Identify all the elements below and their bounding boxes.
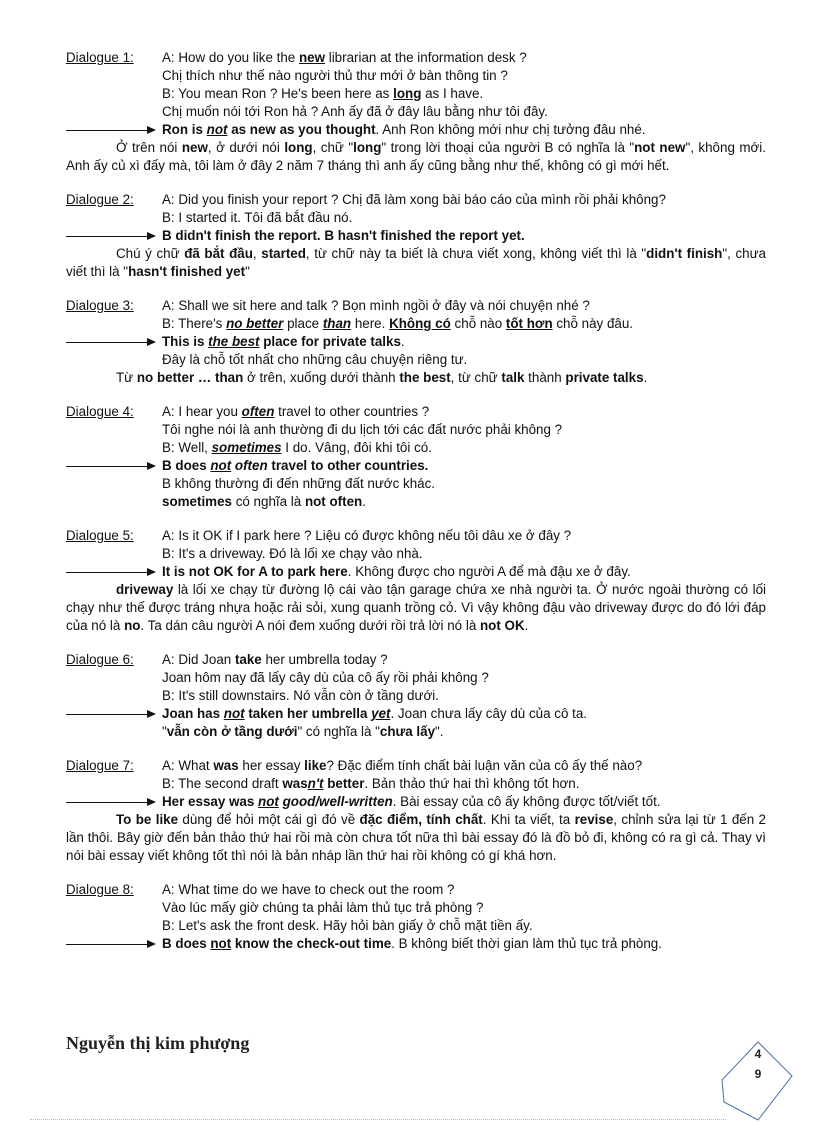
text-run: chỗ này đâu. — [552, 316, 634, 331]
emphasis-run: not OK — [480, 618, 525, 633]
dialogue-block — [66, 527, 766, 635]
indent-spacer — [66, 475, 162, 493]
text-run: , từ chữ — [450, 370, 502, 385]
text-run: A: What time do we have to check out the room ? — [162, 882, 455, 897]
answer-note-text: B không thường đi đến những đất nước khác. — [162, 476, 436, 491]
dialogue-text — [162, 669, 766, 687]
text-run: B: It's a driveway. Đó là lối xe chạy vào nhà. — [162, 546, 423, 561]
text-run: B: There's — [162, 316, 227, 331]
emphasis-run: didn't finish — [646, 246, 723, 261]
emphasis-run: was — [213, 758, 239, 773]
dialogue-text — [162, 49, 766, 67]
text-run: . Joan chưa lấy cây dù của cô ta. — [390, 706, 588, 721]
text-run: Joan hôm nay đã lấy cây dù của cô ấy rồi phải không ? — [162, 670, 489, 685]
answer-line — [66, 457, 766, 475]
emphasis-run: driveway — [116, 582, 174, 597]
dialogue-label-cell — [66, 49, 162, 67]
dialogue-line — [66, 881, 766, 899]
dialogue-line — [66, 775, 766, 793]
emphasis-run: not — [223, 706, 245, 721]
text-run: here. — [351, 316, 390, 331]
dialogue-label-cell — [66, 403, 162, 421]
dialogue-line — [66, 191, 766, 209]
text-run: ở trên, xuống dưới thành — [243, 370, 400, 385]
emphasis-run: new — [298, 50, 326, 65]
dialogue-line — [66, 899, 766, 917]
text-run: ", chưa viết thì là " — [66, 246, 767, 279]
text-run: travel to other countries ? — [274, 404, 430, 419]
document-body — [66, 49, 766, 969]
dialogue-line — [66, 421, 766, 439]
text-run: " trong lời thoại của người B có nghĩa là " — [381, 140, 635, 155]
text-run: Từ — [116, 370, 137, 385]
emphasis-run: like — [304, 758, 327, 773]
text-run: , chỉnh sửa lại từ 1 đến 2 lần thôi. Bây giờ đến bản thảo thứ hai rồi mà còn chưa tốt nữa thì bài essay đó là đồ bỏ đi, không có ra gì cả. Thay vì nói bài essay viết không tốt thì nói là bản nháp lần thứ hai rồi không có gí khá hơn. — [66, 812, 767, 863]
emphasis-run: travel to other countries. — [267, 458, 429, 473]
dialogue-text — [162, 687, 766, 705]
text-run: chỗ nào — [450, 316, 506, 331]
explanation-paragraph — [66, 139, 766, 175]
dialogue-label-cell — [66, 775, 162, 793]
emphasis-run: Không có — [389, 316, 451, 331]
emphasis-run: It is not OK for A to park here — [162, 564, 348, 579]
text-run: I do. Vâng, đôi khi tôi có. — [281, 440, 432, 455]
dialogue-label: Dialogue 7: — [66, 758, 134, 773]
emphasis-run: not — [210, 936, 232, 951]
answer-note-line — [66, 723, 766, 741]
dialogue-text — [162, 899, 766, 917]
dialogue-line — [66, 687, 766, 705]
emphasis-run: started — [261, 246, 306, 261]
emphasis-run: place for private talks — [259, 334, 401, 349]
text-run: . Anh Ron không mới như chị tưởng đâu nhé. — [375, 122, 646, 137]
explanation-paragraph — [66, 581, 766, 635]
page-number-badge — [718, 1040, 798, 1122]
dialogue-label: Dialogue 2: — [66, 192, 134, 207]
dialogue-text — [162, 421, 766, 439]
emphasis-run: sometimes — [162, 494, 232, 509]
dialogue-label-cell — [66, 881, 162, 899]
text-run: A: Shall we sit here and talk ? Bọn mình ngồi ở đây và nói chuyện nhé ? — [162, 298, 590, 313]
text-run: . Bản thảo thứ hai thì không tốt hơn. — [364, 776, 580, 791]
text-run: , — [252, 246, 262, 261]
answer-text — [162, 121, 766, 139]
answer-note-text — [162, 723, 766, 741]
text-run: là lối xe chạy từ đường lộ cái vào tận garage chứa xe nhà người ta. Ở nước ngoài thường có lối chạy như thế được tráng nhựa hoặc rải sỏi, xung quanh trồng cỏ. Vì vậy không đậu vào driveway được do đó lới đáp của nó là — [66, 582, 766, 633]
emphasis-run: the best — [399, 370, 451, 385]
dialogue-text — [162, 209, 766, 227]
emphasis-run: đã bắt đầu — [184, 246, 253, 261]
emphasis-run: the best — [208, 334, 260, 349]
emphasis-run: vẫn còn ở tầng dưới — [166, 724, 298, 739]
indent-spacer — [66, 351, 162, 369]
emphasis-run: not new — [634, 140, 686, 155]
dialogue-label-cell — [66, 651, 162, 669]
text-run: , từ chữ này ta biết là chưa viết xong, không viết thì là " — [305, 246, 647, 261]
text-run: , ở dưới nói — [207, 140, 285, 155]
answer-text — [162, 333, 766, 351]
arrow-right-icon — [66, 563, 162, 581]
text-run: . Bài essay của cô ấy không được tốt/viết tốt. — [392, 794, 661, 809]
text-run: A: How do you like the — [162, 50, 299, 65]
dialogue-label-cell — [66, 757, 162, 775]
dialogue-block — [66, 191, 766, 281]
dialogue-block — [66, 403, 766, 511]
emphasis-run: hasn't finished yet — [128, 264, 246, 279]
arrow-right-icon — [66, 333, 162, 351]
dialogue-label: Dialogue 3: — [66, 298, 134, 313]
text-run: place — [283, 316, 323, 331]
explanation-paragraph — [66, 369, 766, 387]
answer-note-line — [66, 493, 766, 511]
dialogue-text — [162, 881, 766, 899]
emphasis-run: đặc điểm, tính chất — [359, 812, 483, 827]
text-run: thành — [524, 370, 566, 385]
text-run: ", không mới. Anh ấy củ xì đấy mà, tôi làm ở đây 2 năm 7 tháng thì anh ấy cũng bằng như thế, không có gì mới hết. — [66, 140, 767, 173]
dialogue-line — [66, 49, 766, 67]
dialogue-text — [162, 403, 766, 421]
dialogue-label-cell — [66, 85, 162, 103]
dialogue-block — [66, 757, 766, 865]
text-run: her umbrella today ? — [261, 652, 388, 667]
emphasis-run: talk — [501, 370, 525, 385]
text-run: " — [162, 724, 167, 739]
emphasis-run: not — [206, 122, 228, 137]
answer-line — [66, 563, 766, 581]
emphasis-run: was — [282, 776, 308, 791]
answer-note-line — [66, 351, 766, 369]
answer-line — [66, 705, 766, 723]
dialogue-line — [66, 527, 766, 545]
indent-spacer — [66, 493, 162, 511]
text-run: Vào lúc mấy giờ chúng ta phải làm thủ tục trả phòng ? — [162, 900, 484, 915]
text-run: " có nghĩa là " — [297, 724, 380, 739]
answer-note-text: Đây là chỗ tốt nhất cho những câu chuyện riêng tư. — [162, 352, 468, 367]
text-run: B: I started it. Tôi đã bắt đầu nó. — [162, 210, 353, 225]
dialogue-label-cell — [66, 687, 162, 705]
dialogue-text — [162, 191, 766, 209]
emphasis-run: B does — [162, 458, 211, 473]
dialogue-text — [162, 439, 766, 457]
dialogue-text — [162, 545, 766, 563]
emphasis-run: better — [327, 776, 365, 791]
dialogue-line — [66, 917, 766, 935]
emphasis-run: good/well-written — [282, 794, 393, 809]
answer-note-text — [162, 493, 766, 511]
dialogue-text — [162, 297, 766, 315]
text-run: A: Did Joan — [162, 652, 235, 667]
text-run: Chú ý chữ — [116, 246, 185, 261]
text-run: . Không được cho người A để mà đậu xe ở đây. — [347, 564, 631, 579]
dialogue-label-cell — [66, 917, 162, 935]
explanation-paragraph — [66, 245, 766, 281]
dialogue-label: Dialogue 1: — [66, 50, 134, 65]
dialogue-text — [162, 527, 766, 545]
emphasis-run: chưa lấy — [379, 724, 436, 739]
emphasis-run: private talks — [565, 370, 644, 385]
dialogue-label-cell — [66, 899, 162, 917]
text-run: librarian at the information desk ? — [325, 50, 527, 65]
text-run: Chị muốn nói tới Ron hả ? Anh ấy đã ở đây lâu bằng như tôi đây. — [162, 104, 548, 119]
emphasis-run: Her essay was — [162, 794, 259, 809]
dialogue-line — [66, 403, 766, 421]
text-run: ? Đặc điểm tính chất bài luận văn của cô ấy thế nào? — [326, 758, 643, 773]
emphasis-run: To be like — [116, 812, 179, 827]
arrow-right-icon — [66, 227, 162, 245]
emphasis-run: tốt hơn — [505, 316, 553, 331]
text-run: B: You mean Ron ? He's been here as — [162, 86, 394, 101]
text-run: A: I hear you — [162, 404, 242, 419]
answer-text — [162, 705, 766, 723]
text-run: dùng để hỏi một cái gì đó về — [178, 812, 360, 827]
emphasis-run: often — [241, 404, 275, 419]
dialogue-text — [162, 67, 766, 85]
page-number-bottom: 9 — [754, 1067, 762, 1081]
text-run: her essay — [238, 758, 305, 773]
answer-text — [162, 563, 766, 581]
dialogue-label-cell — [66, 421, 162, 439]
dialogue-line — [66, 103, 766, 121]
dialogue-label-cell — [66, 209, 162, 227]
emphasis-run: no — [124, 618, 141, 633]
dialogue-line — [66, 651, 766, 669]
emphasis-run: not often — [304, 494, 363, 509]
text-run: . B không biết thời gian làm thủ tục trả phòng. — [391, 936, 662, 951]
emphasis-run: not — [210, 458, 232, 473]
dialogue-label-cell — [66, 669, 162, 687]
dialogue-line — [66, 209, 766, 227]
dialogue-label: Dialogue 6: — [66, 652, 134, 667]
dialogue-label: Dialogue 8: — [66, 882, 134, 897]
emphasis-run: Ron is — [162, 122, 207, 137]
emphasis-run: This is — [162, 334, 209, 349]
answer-text — [162, 227, 766, 245]
dialogue-line — [66, 85, 766, 103]
arrow-right-icon — [66, 121, 162, 139]
footer-divider — [30, 1119, 726, 1120]
text-run: Chị thích như thế nào người thủ thư mới ở bàn thông tin ? — [162, 68, 508, 83]
dialogue-text — [162, 315, 766, 333]
dialogue-block — [66, 297, 766, 387]
answer-text — [162, 457, 766, 475]
emphasis-run: know the check-out time — [231, 936, 392, 951]
dialogue-line — [66, 669, 766, 687]
page-number-top: 4 — [754, 1047, 762, 1061]
answer-line — [66, 793, 766, 811]
author-signature: Nguyễn thị kim phượng — [66, 1033, 250, 1053]
answer-line — [66, 121, 766, 139]
text-run: , chữ " — [312, 140, 354, 155]
text-run: . Khi ta viết, ta — [482, 812, 575, 827]
text-run: . — [362, 494, 366, 509]
text-run: A: Is it OK if I park here ? Liệu có được không nếu tôi dâu xe ở đây ? — [162, 528, 572, 543]
dialogue-line — [66, 545, 766, 563]
emphasis-run: B didn't finish the report. B hasn't finished the report yet. — [162, 228, 525, 243]
text-run: B: It's still downstairs. Nó vẫn còn ở tầng dưới. — [162, 688, 439, 703]
text-run: ". — [435, 724, 444, 739]
text-run: . — [524, 618, 529, 633]
dialogue-label-cell — [66, 103, 162, 121]
dialogue-label-cell — [66, 315, 162, 333]
text-run: . Ta dán câu người A nói đem xuống dưới rồi trả lời nó là — [140, 618, 480, 633]
dialogue-line — [66, 757, 766, 775]
dialogue-text — [162, 757, 766, 775]
text-run: A: What — [162, 758, 214, 773]
emphasis-run: long — [353, 140, 382, 155]
dialogue-text — [162, 775, 766, 793]
emphasis-run: not — [258, 794, 279, 809]
dialogue-text — [162, 917, 766, 935]
emphasis-run: take — [234, 652, 262, 667]
arrow-right-icon — [66, 705, 162, 723]
emphasis-run: n't — [307, 776, 324, 791]
emphasis-run: often — [231, 458, 268, 473]
emphasis-run: Joan has — [162, 706, 224, 721]
dialogue-text — [162, 103, 766, 121]
text-run: có nghĩa là — [231, 494, 305, 509]
arrow-right-icon — [66, 793, 162, 811]
dialogue-line — [66, 315, 766, 333]
dialogue-text — [162, 651, 766, 669]
emphasis-run: as new as you thought — [227, 122, 376, 137]
emphasis-run: revise — [574, 812, 614, 827]
text-run: A: Did you finish your report ? Chị đã làm xong bài báo cáo của mình rồi phải không? — [162, 192, 666, 207]
emphasis-run: yet — [371, 706, 391, 721]
text-run: as I have. — [421, 86, 484, 101]
dialogue-line — [66, 439, 766, 457]
dialogue-label: Dialogue 4: — [66, 404, 134, 419]
dialogue-block — [66, 49, 766, 175]
dialogue-label-cell — [66, 297, 162, 315]
arrow-right-icon — [66, 457, 162, 475]
dialogue-label: Dialogue 5: — [66, 528, 134, 543]
dialogue-block — [66, 651, 766, 741]
text-run: . — [400, 334, 405, 349]
text-run: . — [643, 370, 648, 385]
explanation-paragraph — [66, 811, 766, 865]
indent-spacer — [66, 723, 162, 741]
dialogue-label-cell — [66, 545, 162, 563]
emphasis-run: no better … than — [136, 370, 244, 385]
answer-text — [162, 935, 766, 953]
answer-note-line — [66, 475, 766, 493]
emphasis-run: than — [322, 316, 352, 331]
arrow-right-icon — [66, 935, 162, 953]
emphasis-run: sometimes — [211, 440, 282, 455]
answer-line — [66, 935, 766, 953]
emphasis-run: taken her umbrella — [244, 706, 372, 721]
answer-line — [66, 227, 766, 245]
emphasis-run: new — [181, 140, 208, 155]
text-run: B: Well, — [162, 440, 212, 455]
emphasis-run: long — [284, 140, 313, 155]
dialogue-label-cell — [66, 527, 162, 545]
dialogue-label-cell — [66, 67, 162, 85]
dialogue-block — [66, 881, 766, 953]
answer-line — [66, 333, 766, 351]
dialogue-line — [66, 67, 766, 85]
dialogue-label-cell — [66, 439, 162, 457]
text-run: " — [245, 264, 250, 279]
text-run: B: The second draft — [162, 776, 283, 791]
emphasis-run: no better — [226, 316, 284, 331]
dialogue-line — [66, 297, 766, 315]
emphasis-run: B does — [162, 936, 211, 951]
dialogue-label-cell — [66, 191, 162, 209]
text-run: Tôi nghe nói là anh thường đi du lịch tới các đất nước phải không ? — [162, 422, 563, 437]
emphasis-run: long — [393, 86, 422, 101]
dialogue-text — [162, 85, 766, 103]
text-run: Ở trên nói — [116, 140, 182, 155]
text-run: B: Let's ask the front desk. Hãy hỏi bàn giấy ở chỗ mặt tiền ấy. — [162, 918, 533, 933]
answer-text — [162, 793, 766, 811]
